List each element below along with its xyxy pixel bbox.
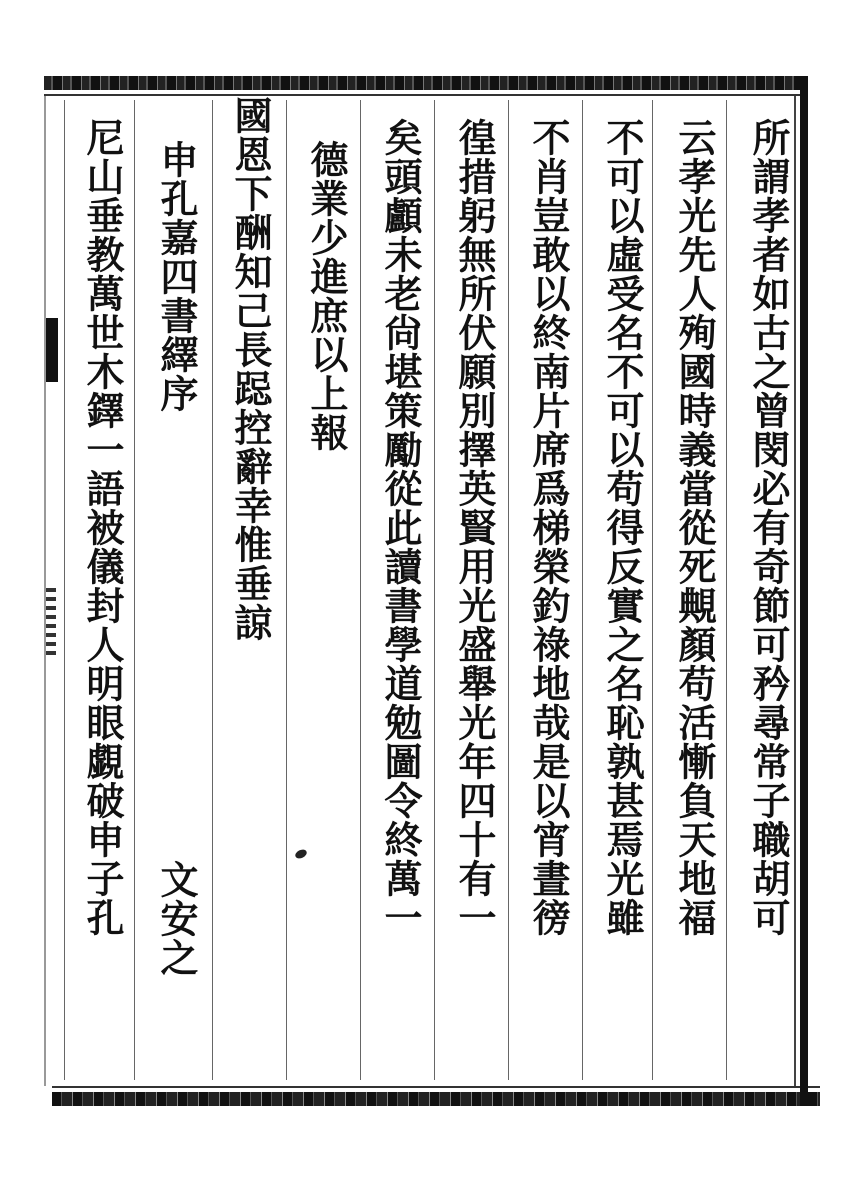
- right-border: [800, 76, 808, 1106]
- column-divider: [286, 100, 287, 1080]
- bottom-border-rule: [52, 1092, 820, 1106]
- ink-blot: [294, 848, 308, 860]
- section-title: 申孔嘉四書繹序: [154, 140, 199, 413]
- text-column-3: 不可以虛受名不可以苟得反實之名恥孰甚焉光雖: [600, 118, 645, 937]
- text-column-8: 國恩下酬知己長跽控辭幸惟垂諒: [228, 96, 273, 642]
- column-divider: [434, 100, 435, 1080]
- column-divider: [726, 100, 727, 1080]
- column-divider: [212, 100, 213, 1080]
- column-divider: [360, 100, 361, 1080]
- author-signature: 文安之: [154, 860, 199, 977]
- binding-mark-lower: [46, 585, 56, 655]
- column-divider: [652, 100, 653, 1080]
- text-column-10: 尼山垂教萬世木鐸一語被儀封人明眼覷破申子孔: [80, 118, 125, 937]
- top-border-thin-rule: [44, 94, 808, 96]
- text-column-5: 徨措躬無所伏願別擇英賢用光盛舉光年四十有一: [452, 118, 497, 937]
- text-column-4: 不肖豈敢以終南片席爲梯榮釣祿地哉是以宵晝徬: [526, 118, 571, 937]
- top-border-rule: [44, 76, 808, 90]
- binding-mark: [46, 318, 58, 382]
- text-column-1: 所謂孝者如古之曾閔必有奇節可矜尋常子職胡可: [746, 118, 791, 937]
- column-divider: [582, 100, 583, 1080]
- bottom-border-thin-rule: [52, 1086, 820, 1088]
- column-divider: [134, 100, 135, 1080]
- text-column-2: 云孝光先人殉國時義當從死覥顏苟活慚負天地福: [672, 118, 717, 937]
- column-divider: [508, 100, 509, 1080]
- text-column-7: 德業少進庶以上報: [304, 140, 349, 452]
- text-column-6: 矣頭顱未老尙堪策勵從此讀書學道勉圖令終萬一: [378, 118, 423, 937]
- column-divider: [64, 100, 65, 1080]
